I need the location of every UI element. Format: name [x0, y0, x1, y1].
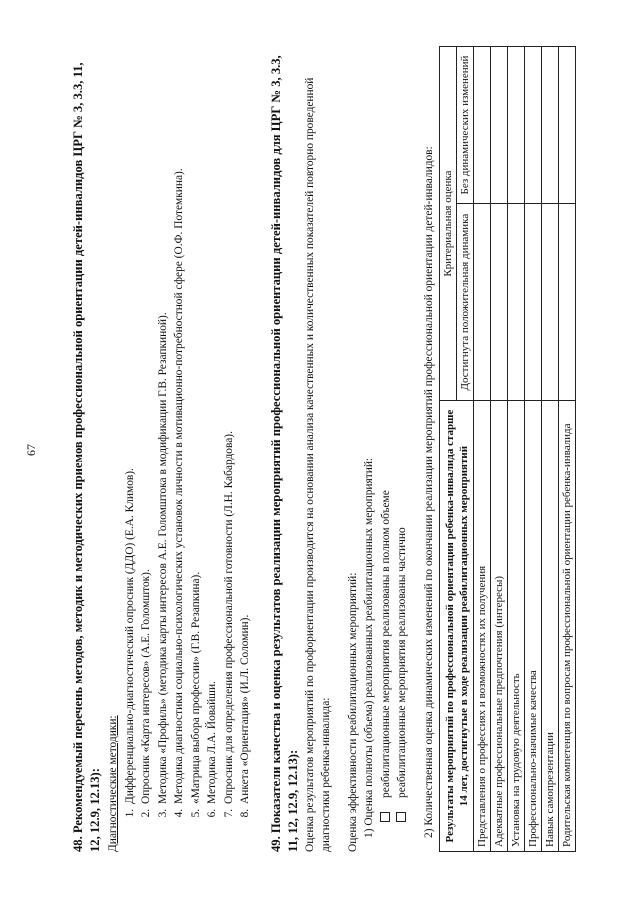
table-cell: [542, 204, 559, 401]
section-49-title: 49. Показатели качества и оценка результатов реализации мероприятий профессиональной ориентации детей-инвалидов для ЦРГ № 3, 3.3, 11, 12, 12.9, 12.13):: [268, 55, 300, 852]
table-row-label: Навык самопрезентации: [542, 401, 559, 852]
method-item: 8. Анкета «Ориентация» (И.Л. Соломин).: [237, 46, 254, 806]
page-number: 67: [24, 444, 38, 456]
table-cell: [508, 47, 525, 204]
table-cell: [525, 47, 542, 204]
table-header-row: [440, 47, 457, 852]
table-row: [559, 47, 576, 852]
table-cell: [491, 47, 508, 204]
page-content: [70, 46, 576, 852]
checkbox-label: реабилитационные мероприятия реализованы частично: [396, 527, 408, 798]
table-row-label: Установка на трудовую деятельность: [508, 401, 525, 852]
table-cell: [542, 47, 559, 204]
table-cell: [474, 204, 491, 401]
method-item: 6. Методика Л.А. Йовайши.: [204, 46, 221, 806]
section-48-title: 48. Рекомендуемый перечень методов, методик и методических приемов профессиональной ориентации детей-инвалидов ЦРГ № 3, 3.3, 11, 12, 12.9, 12.13):: [71, 62, 102, 852]
criteria-table: [439, 46, 576, 852]
table-cell: [559, 204, 576, 401]
checkbox-icon: [396, 812, 406, 822]
table-cell: [559, 47, 576, 204]
method-item: 3. Методика «Профиль» (методика карты интересов А.Е. Голомштока в модификации Г.В. Резапкиной).: [155, 46, 172, 806]
table-cell: [491, 204, 508, 401]
table-header-main: Результаты мероприятий по профессиональной ориентации ребенка-инвалида старше 14 лет, достигнутые в ходе реализации реабилитационных мероприятий: [440, 401, 474, 852]
section-49-intro: Оценка результатов мероприятий по профориентации производится на основании анализа качественных и количественных показателей повторно проведенной диагностики ребенка-инвалида:: [303, 77, 332, 852]
methods-list: [122, 46, 254, 852]
table-header-no-change: Без динамических изменений: [457, 47, 474, 204]
table-row-label: Родительская компетенция по вопросам профессиональной ориентации ребенка-инвалида: [559, 401, 576, 852]
table-header-positive: Достигнута положительная динамика: [457, 204, 474, 401]
effectiveness-label: Оценка эффективности реабилитационных мероприятий:: [346, 572, 359, 852]
table-row: [474, 47, 491, 852]
diagnostic-methods-heading: Диагностические методики:: [107, 715, 119, 852]
table-cell: [508, 204, 525, 401]
quantitative-item: 2) Количественная оценка динамических изменений по окончании реализации мероприятий профессиональной ориентации детей-инвалидов:: [422, 146, 435, 838]
table-row-label: Профессионально-значимые качества: [525, 401, 542, 852]
table-row: [508, 47, 525, 852]
table-header-group: Критериальная оценка: [440, 47, 457, 401]
checkbox-line-partial: [394, 46, 411, 852]
table-row: [542, 47, 559, 852]
method-item: 5. «Матрица выбора профессии» (Г.В. Резапкина).: [188, 46, 205, 806]
table-row-label: Представления о профессиях и возможностях их получения: [474, 401, 491, 852]
checkbox-icon: [380, 812, 390, 822]
table-row: [525, 47, 542, 852]
method-item: 2. Опросник «Карта интересов» (А.Е. Голомшток).: [138, 46, 155, 806]
method-item: 1. Дифференциально-диагностический опросник (ДДО) (Е.А. Климов).: [122, 46, 139, 806]
completeness-item: 1) Оценка полноты (объема) реализованных реабилитационных мероприятий:: [363, 457, 375, 838]
method-item: 4. Методика диагностики социально-психологических установок личности в мотивационно-потребностной сфере (О.Ф. Потемкина).: [171, 46, 188, 806]
method-item: 7. Опросник для определения профессиональной готовности (Л.Н. Кабардова).: [221, 46, 238, 806]
checkbox-label: реабилитационные мероприятия реализованы в полном объеме: [379, 490, 392, 798]
table-row: [491, 47, 508, 852]
table-row-label: Адекватные профессиональные предпочтения (интересы): [491, 401, 508, 852]
table-cell: [525, 204, 542, 401]
checkbox-line-full: [378, 46, 395, 852]
table-cell: [474, 47, 491, 204]
